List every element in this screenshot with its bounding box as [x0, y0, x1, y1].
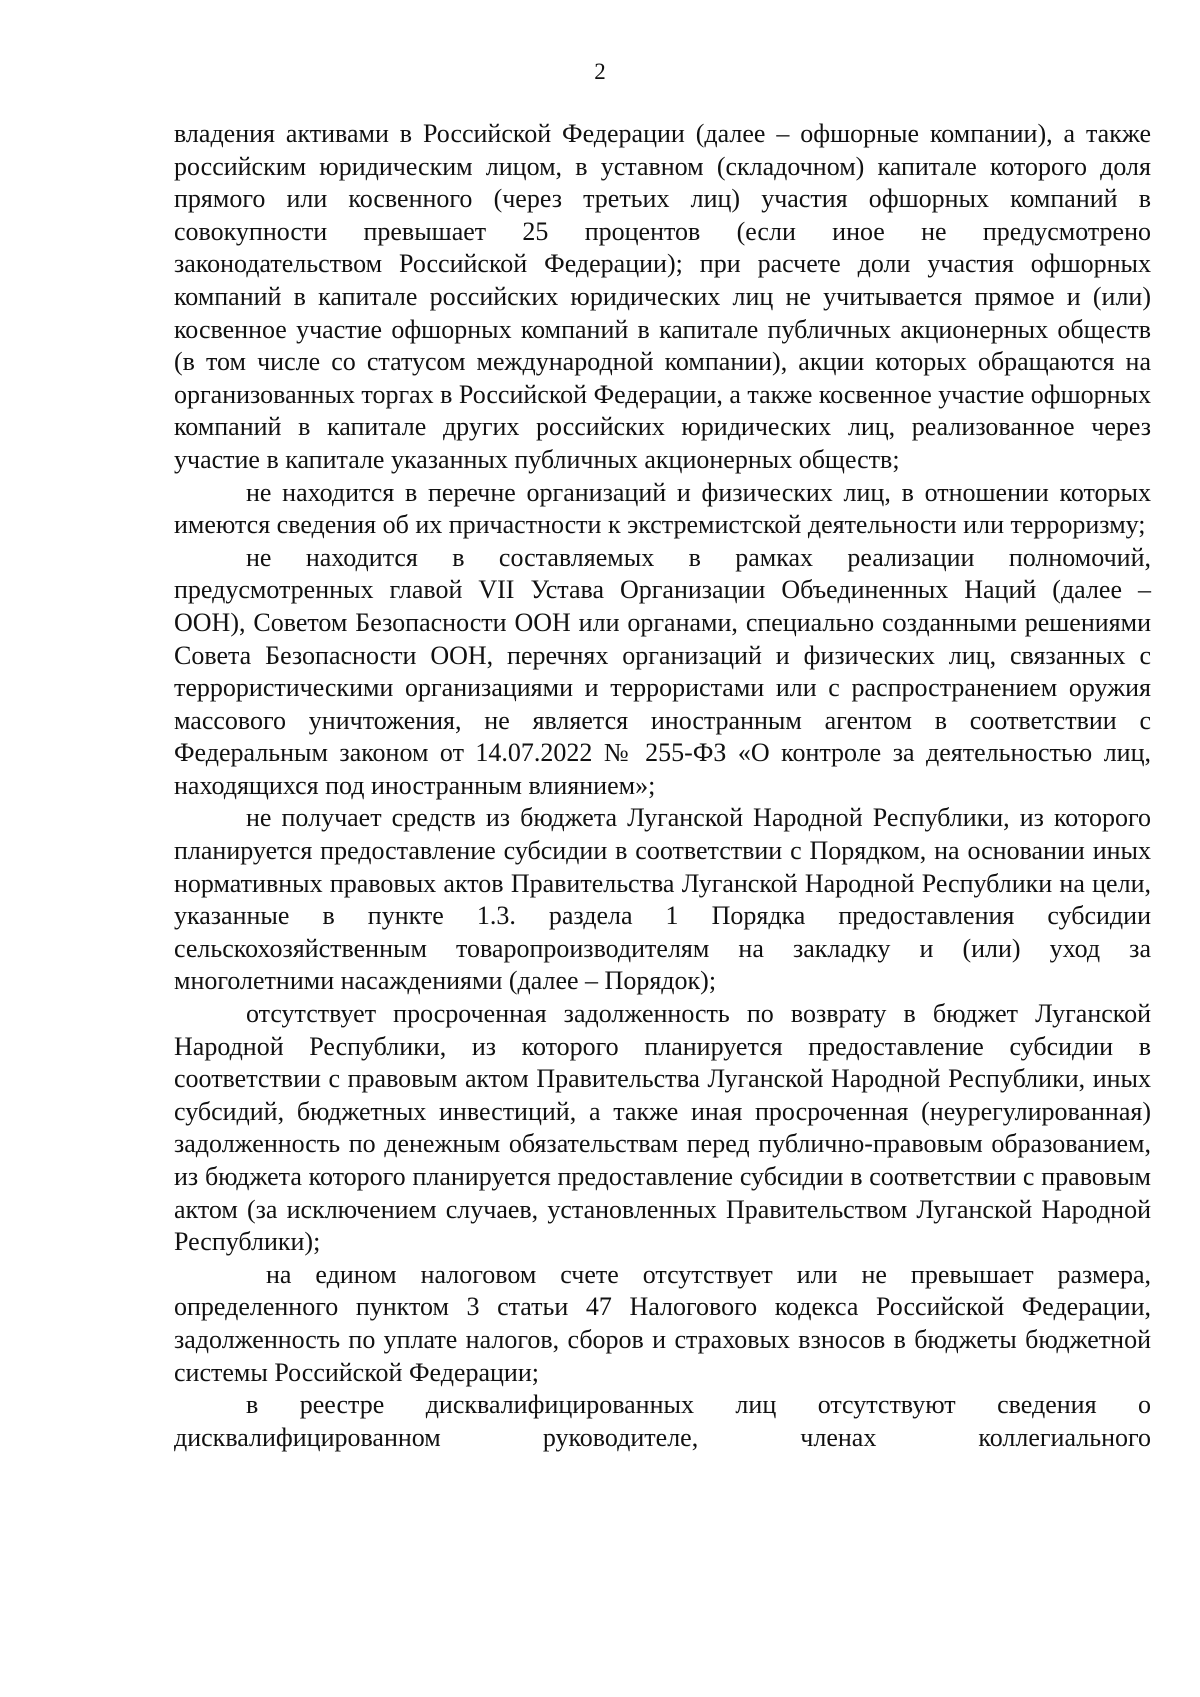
document-body	[174, 118, 1151, 1454]
paragraph-budget-funds: не получает средств из бюджета Луганской Народной Республики, из которого планируется предоставление субсидии в соответствии с Порядком, на основании иных нормативных правовых актов Правительства Луганской Народной Республики на цели, указанные в пункте 1.3. раздела 1 Порядка предоставления субсидии сельскохозяйственным товаропроизводителям на закладку и (или) уход за многолетними насаждениями (далее – Порядок);	[174, 803, 1151, 996]
paragraph-disqualified-registry: в реестре дисквалифицированных лиц отсутствуют сведения о дисквалифицированном руководителе, членах коллегиального	[174, 1390, 1151, 1452]
paragraph-un-sanctions: не находится в составляемых в рамках реализации полномочий, предусмотренных главой VII Устава Организации Объединенных Наций (далее – ООН), Советом Безопасности ООН или органами, специально созданными решениями Совета Безопасности ООН, перечнях организаций и физических лиц, связанных с террористическими организациями и террористами или с распространением оружия массового уничтожения, не является иностранным агентом в соответствии с Федеральным законом от 14.07.2022 № 255-ФЗ «О контроле за деятельностью лиц, находящихся под иностранным влиянием»;	[174, 542, 1151, 800]
page-number: 2	[594, 59, 606, 84]
paragraph-extremism-list: не находится в перечне организаций и физических лиц, в отношении которых имеются сведения об их причастности к экстремистской деятельности или терроризму;	[174, 477, 1151, 540]
paragraph-overdue-debt: отсутствует просроченная задолженность по возврату в бюджет Луганской Народной Республики, из которого планируется предоставление субсидии в соответствии с правовым актом Правительства Луганской Народной Республики, иных субсидий, бюджетных инвестиций, а также иная просроченная (неурегулированная) задолженность по денежным обязательствам перед публично-правовым образованием, из бюджета которого планируется предоставление субсидии в соответствии с правовым актом (за исключением случаев, установленных Правительством Луганской Народной Республики);	[174, 999, 1151, 1257]
paragraph-offshore-companies: владения активами в Российской Федерации (далее – офшорные компании), а также российским юридическим лицом, в уставном (складочном) капитале которого доля прямого или косвенного (через третьих лиц) участия офшорных компаний в совокупности превышает 25 процентов (если иное не предусмотрено законодательством Российской Федерации); при расчете доли участия офшорных компаний в капитале российских юридических лиц не учитывается прямое и (или) косвенное участие офшорных компаний в капитале публичных акционерных обществ (в том числе со статусом международной компании), акции которых обращаются на организованных торгах в Российской Федерации, а также косвенное участие офшорных компаний в капитале других российских юридических лиц, реализованное через участие в капитале указанных публичных акционерных обществ;	[174, 119, 1151, 474]
paragraph-tax-account: на едином налоговом счете отсутствует или не превышает размера, определенного пунктом 3 статьи 47 Налогового кодекса Российской Федерации, задолженность по уплате налогов, сборов и страховых взносов в бюджеты бюджетной системы Российской Федерации;	[174, 1259, 1151, 1387]
